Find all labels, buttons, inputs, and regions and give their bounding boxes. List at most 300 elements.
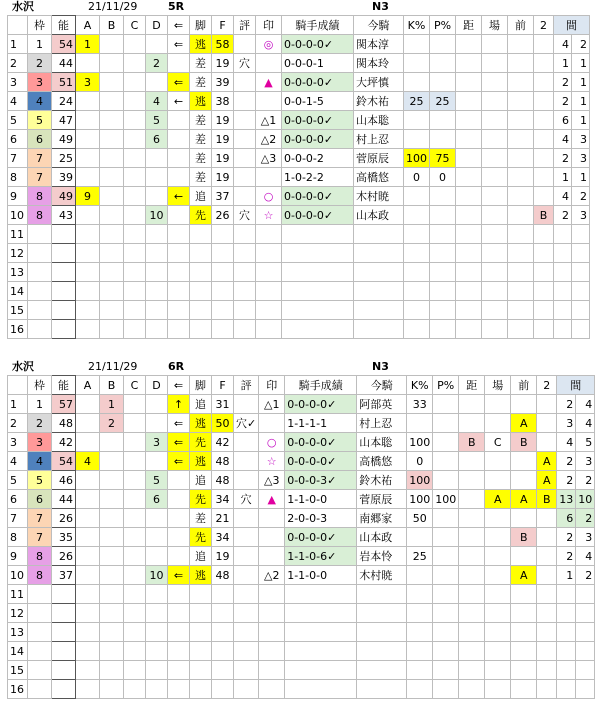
f-value: 19 <box>212 54 234 73</box>
course-mark <box>485 642 511 661</box>
p-percent <box>433 642 459 661</box>
jockey-record: 0-0-0-0✓ <box>282 35 354 54</box>
second-mark <box>534 92 554 111</box>
row-number: 13 <box>8 263 28 282</box>
running-style <box>190 263 212 282</box>
jockey-record: 0-0-0-0✓ <box>282 206 354 225</box>
table-row <box>8 566 595 585</box>
col-a <box>76 471 100 490</box>
col-b <box>100 149 124 168</box>
k-percent <box>404 35 430 54</box>
interval-2: 2 <box>576 471 595 490</box>
arrow-cell <box>168 111 190 130</box>
waku-cell: 2 <box>28 54 52 73</box>
distance-mark <box>459 642 485 661</box>
mark-cell: △1 <box>256 111 282 130</box>
row-number: 4 <box>8 452 28 471</box>
jockey-name <box>354 301 404 320</box>
row-number: 8 <box>8 168 28 187</box>
header-cell: C <box>124 16 146 35</box>
running-style: 先 <box>190 433 212 452</box>
arrow-cell <box>168 301 190 320</box>
p-percent: 0 <box>430 168 456 187</box>
second-mark <box>534 244 554 263</box>
col-b <box>100 642 124 661</box>
header-cell: 脚 <box>190 16 212 35</box>
running-style: 差 <box>190 111 212 130</box>
interval-1: 2 <box>554 92 572 111</box>
row-number: 11 <box>8 225 28 244</box>
jockey-record <box>285 623 357 642</box>
row-number: 7 <box>8 509 28 528</box>
evaluation <box>234 471 259 490</box>
prev-mark <box>511 509 537 528</box>
race-block-6r <box>0 360 608 713</box>
jockey-record: 0-0-0-0✓ <box>285 433 357 452</box>
f-value <box>212 244 234 263</box>
col-c <box>124 263 146 282</box>
col-a <box>76 244 100 263</box>
running-style: 差 <box>190 130 212 149</box>
table-row <box>8 301 590 320</box>
waku-cell: 7 <box>28 168 52 187</box>
mark-cell <box>259 604 285 623</box>
running-style <box>190 244 212 263</box>
second-mark <box>537 623 557 642</box>
jockey-record <box>282 320 354 339</box>
k-percent <box>404 206 430 225</box>
header-cell: D <box>146 376 168 395</box>
table-row <box>8 225 590 244</box>
col-c <box>124 509 146 528</box>
second-mark <box>537 661 557 680</box>
prev-mark <box>508 168 534 187</box>
waku-cell: 3 <box>28 433 52 452</box>
ability-value: 43 <box>52 206 76 225</box>
f-value <box>212 282 234 301</box>
col-b <box>100 92 124 111</box>
k-percent <box>407 528 433 547</box>
col-a <box>76 604 100 623</box>
p-percent <box>430 111 456 130</box>
col-a <box>76 225 100 244</box>
distance-mark <box>456 92 482 111</box>
prev-mark <box>511 623 537 642</box>
header-cell: 脚 <box>190 376 212 395</box>
interval-2: 2 <box>572 187 590 206</box>
evaluation <box>234 73 256 92</box>
venue-label: 水沢 <box>12 0 34 13</box>
k-percent <box>404 111 430 130</box>
jockey-record: 0-0-1-5 <box>282 92 354 111</box>
f-value: 19 <box>212 547 234 566</box>
f-value <box>212 263 234 282</box>
interval-2: 4 <box>576 547 595 566</box>
col-d: 6 <box>146 130 168 149</box>
col-c <box>124 452 146 471</box>
ability-value: 44 <box>52 54 76 73</box>
col-b <box>100 547 124 566</box>
mark-cell <box>259 680 285 699</box>
col-a: 3 <box>76 73 100 92</box>
jockey-name: 村上忍 <box>354 130 404 149</box>
interval-1: 1 <box>554 54 572 73</box>
ability-value: 37 <box>52 566 76 585</box>
running-style <box>190 642 212 661</box>
f-value: 34 <box>212 490 234 509</box>
jockey-record: 0-0-0-2 <box>282 149 354 168</box>
col-c <box>124 244 146 263</box>
header-cell: 前 <box>511 376 537 395</box>
waku-cell <box>28 604 52 623</box>
f-value: 38 <box>212 92 234 111</box>
col-c <box>124 54 146 73</box>
distance-mark <box>459 566 485 585</box>
interval-2: 1 <box>572 73 590 92</box>
waku-cell: 3 <box>28 73 52 92</box>
col-d: 2 <box>146 54 168 73</box>
interval-1 <box>554 301 572 320</box>
table-row <box>8 528 595 547</box>
evaluation <box>234 604 259 623</box>
col-a: 4 <box>76 452 100 471</box>
waku-cell: 6 <box>28 490 52 509</box>
header-cell: P% <box>430 16 456 35</box>
table-row <box>8 244 590 263</box>
col-c <box>124 282 146 301</box>
distance-mark <box>459 680 485 699</box>
running-style: 差 <box>190 149 212 168</box>
waku-cell <box>28 623 52 642</box>
arrow-cell <box>168 661 190 680</box>
jockey-record: 1-1-0-0 <box>285 490 357 509</box>
ability-value <box>52 661 76 680</box>
course-mark <box>482 73 508 92</box>
running-style: 先 <box>190 490 212 509</box>
f-value: 48 <box>212 452 234 471</box>
table-row <box>8 73 590 92</box>
k-percent <box>404 225 430 244</box>
distance-mark <box>459 395 485 414</box>
k-percent <box>407 604 433 623</box>
jockey-record: 0-0-0-0✓ <box>285 452 357 471</box>
distance-mark <box>456 301 482 320</box>
course-mark <box>485 566 511 585</box>
jockey-record: 1-1-0-6✓ <box>285 547 357 566</box>
prev-mark <box>511 471 537 490</box>
p-percent <box>430 244 456 263</box>
interval-2: 1 <box>572 92 590 111</box>
ability-value <box>52 642 76 661</box>
ability-value <box>52 623 76 642</box>
col-d <box>146 395 168 414</box>
f-value: 21 <box>212 509 234 528</box>
running-style: 逃 <box>190 35 212 54</box>
second-mark <box>537 395 557 414</box>
waku-cell: 2 <box>28 414 52 433</box>
distance-mark <box>456 187 482 206</box>
col-a <box>76 661 100 680</box>
ability-value <box>52 263 76 282</box>
interval-2 <box>576 661 595 680</box>
race-number: 6R <box>168 360 185 373</box>
interval-2 <box>576 604 595 623</box>
interval-1: 2 <box>557 395 576 414</box>
evaluation <box>234 320 256 339</box>
arrow-cell <box>168 320 190 339</box>
second-mark <box>537 566 557 585</box>
jockey-record: 1-1-1-1 <box>285 414 357 433</box>
k-percent: 100 <box>407 490 433 509</box>
interval-2: 4 <box>576 395 595 414</box>
arrow-cell <box>168 547 190 566</box>
f-value <box>212 585 234 604</box>
jockey-record: 0-0-0-3✓ <box>285 471 357 490</box>
k-percent <box>404 320 430 339</box>
evaluation <box>234 680 259 699</box>
p-percent: 100 <box>433 490 459 509</box>
interval-1: 2 <box>554 149 572 168</box>
header-cell: 騎手成績 <box>282 16 354 35</box>
running-style: 差 <box>190 509 212 528</box>
mark-cell: △2 <box>256 130 282 149</box>
col-d <box>146 35 168 54</box>
prev-mark <box>511 452 537 471</box>
arrow-cell <box>168 130 190 149</box>
prev-mark: B <box>511 433 537 452</box>
interval-1: 2 <box>554 206 572 225</box>
f-value: 19 <box>212 130 234 149</box>
evaluation <box>234 642 259 661</box>
running-style: 追 <box>190 471 212 490</box>
second-mark <box>534 168 554 187</box>
f-value: 19 <box>212 149 234 168</box>
course-mark <box>485 661 511 680</box>
k-percent <box>404 301 430 320</box>
jockey-record: 0-0-0-1 <box>282 54 354 73</box>
col-b <box>100 604 124 623</box>
running-style: 追 <box>190 547 212 566</box>
course-mark <box>482 54 508 73</box>
jockey-name: 山本聡 <box>354 111 404 130</box>
waku-cell: 5 <box>28 471 52 490</box>
f-value <box>212 623 234 642</box>
waku-cell: 8 <box>28 547 52 566</box>
prev-mark <box>511 661 537 680</box>
header-cell: K% <box>407 376 433 395</box>
ability-value <box>52 604 76 623</box>
jockey-name: 木村暁 <box>354 187 404 206</box>
prev-mark <box>508 73 534 92</box>
prev-mark <box>508 187 534 206</box>
ability-value: 51 <box>52 73 76 92</box>
interval-1: 2 <box>557 471 576 490</box>
k-percent: 0 <box>404 168 430 187</box>
arrow-cell <box>168 244 190 263</box>
row-number: 5 <box>8 111 28 130</box>
col-b <box>100 263 124 282</box>
jockey-name: 菅原辰 <box>357 490 407 509</box>
col-b <box>100 452 124 471</box>
p-percent <box>430 35 456 54</box>
jockey-name: 村上忍 <box>357 414 407 433</box>
jockey-name <box>354 282 404 301</box>
col-d <box>146 509 168 528</box>
col-b <box>100 623 124 642</box>
second-mark <box>534 263 554 282</box>
jockey-name: 関本淳 <box>354 35 404 54</box>
col-a: 9 <box>76 187 100 206</box>
evaluation <box>234 187 256 206</box>
p-percent <box>433 585 459 604</box>
evaluation <box>234 168 256 187</box>
ability-value <box>52 244 76 263</box>
col-d <box>146 585 168 604</box>
distance-mark <box>459 604 485 623</box>
interval-1: 6 <box>557 509 576 528</box>
ability-value: 47 <box>52 111 76 130</box>
race-grade: N3 <box>372 0 389 13</box>
row-number: 14 <box>8 642 28 661</box>
jockey-name: 関本玲 <box>354 54 404 73</box>
waku-cell: 4 <box>28 452 52 471</box>
col-a <box>76 282 100 301</box>
arrow-cell <box>168 604 190 623</box>
running-style: 差 <box>190 54 212 73</box>
interval-2: 10 <box>576 490 595 509</box>
distance-mark <box>459 528 485 547</box>
second-mark <box>537 547 557 566</box>
table-row <box>8 547 595 566</box>
col-a <box>76 301 100 320</box>
p-percent <box>433 509 459 528</box>
row-number: 4 <box>8 92 28 111</box>
second-mark <box>534 130 554 149</box>
table-row <box>8 168 590 187</box>
col-c <box>124 642 146 661</box>
waku-cell <box>28 585 52 604</box>
jockey-record <box>285 680 357 699</box>
col-a <box>76 206 100 225</box>
ability-value: 26 <box>52 509 76 528</box>
evaluation <box>234 282 256 301</box>
row-number: 12 <box>8 604 28 623</box>
mark-cell <box>256 244 282 263</box>
running-style: 差 <box>190 168 212 187</box>
col-a <box>76 433 100 452</box>
row-number: 15 <box>8 661 28 680</box>
course-mark <box>485 528 511 547</box>
race-date: 21/11/29 <box>88 360 138 373</box>
evaluation <box>234 395 259 414</box>
interval-2: 2 <box>572 35 590 54</box>
distance-mark <box>456 225 482 244</box>
jockey-record: 0-0-0-0✓ <box>285 395 357 414</box>
prev-mark <box>508 301 534 320</box>
jockey-record: 1-1-0-0 <box>285 566 357 585</box>
col-a <box>76 623 100 642</box>
table-row <box>8 320 590 339</box>
course-mark: C <box>485 433 511 452</box>
ability-value <box>52 282 76 301</box>
jockey-name: 南郷家 <box>357 509 407 528</box>
k-percent <box>404 187 430 206</box>
k-percent <box>404 54 430 73</box>
p-percent: 75 <box>430 149 456 168</box>
jockey-record <box>285 604 357 623</box>
p-percent <box>430 130 456 149</box>
mark-cell: ☆ <box>256 206 282 225</box>
k-percent <box>407 661 433 680</box>
jockey-record <box>285 642 357 661</box>
header-cell: 場 <box>485 376 511 395</box>
ability-value <box>52 680 76 699</box>
course-mark <box>485 604 511 623</box>
col-a <box>76 54 100 73</box>
interval-2 <box>576 680 595 699</box>
row-number: 13 <box>8 623 28 642</box>
ability-value: 54 <box>52 452 76 471</box>
second-mark <box>537 585 557 604</box>
interval-2: 3 <box>576 452 595 471</box>
p-percent <box>433 414 459 433</box>
col-d <box>146 263 168 282</box>
course-mark <box>482 111 508 130</box>
ability-value <box>52 301 76 320</box>
col-a <box>76 585 100 604</box>
col-c <box>124 680 146 699</box>
k-percent <box>404 244 430 263</box>
col-b <box>100 225 124 244</box>
k-percent: 100 <box>407 433 433 452</box>
waku-cell <box>28 320 52 339</box>
waku-cell <box>28 263 52 282</box>
waku-cell <box>28 225 52 244</box>
evaluation <box>234 263 256 282</box>
header-cell: 間 <box>554 16 590 35</box>
interval-1: 4 <box>554 35 572 54</box>
col-b <box>100 206 124 225</box>
course-mark <box>482 149 508 168</box>
col-c <box>124 301 146 320</box>
course-mark <box>482 206 508 225</box>
distance-mark <box>459 661 485 680</box>
table-row <box>8 395 595 414</box>
header-cell: 騎手成績 <box>285 376 357 395</box>
course-mark <box>482 301 508 320</box>
arrow-cell <box>168 225 190 244</box>
header-cell: 今騎 <box>357 376 407 395</box>
interval-2 <box>572 320 590 339</box>
f-value: 39 <box>212 73 234 92</box>
col-b <box>100 566 124 585</box>
col-b <box>100 130 124 149</box>
col-d <box>146 680 168 699</box>
prev-mark <box>508 92 534 111</box>
p-percent <box>430 263 456 282</box>
waku-cell: 8 <box>28 206 52 225</box>
jockey-name: 鈴木祐 <box>354 92 404 111</box>
col-a <box>76 92 100 111</box>
arrow-cell <box>168 528 190 547</box>
jockey-record <box>282 225 354 244</box>
col-d <box>146 528 168 547</box>
header-cell: P% <box>433 376 459 395</box>
header-cell-blank <box>8 376 28 395</box>
header-cell-blank <box>8 16 28 35</box>
jockey-record: 0-0-0-0✓ <box>282 111 354 130</box>
running-style: 差 <box>190 73 212 92</box>
